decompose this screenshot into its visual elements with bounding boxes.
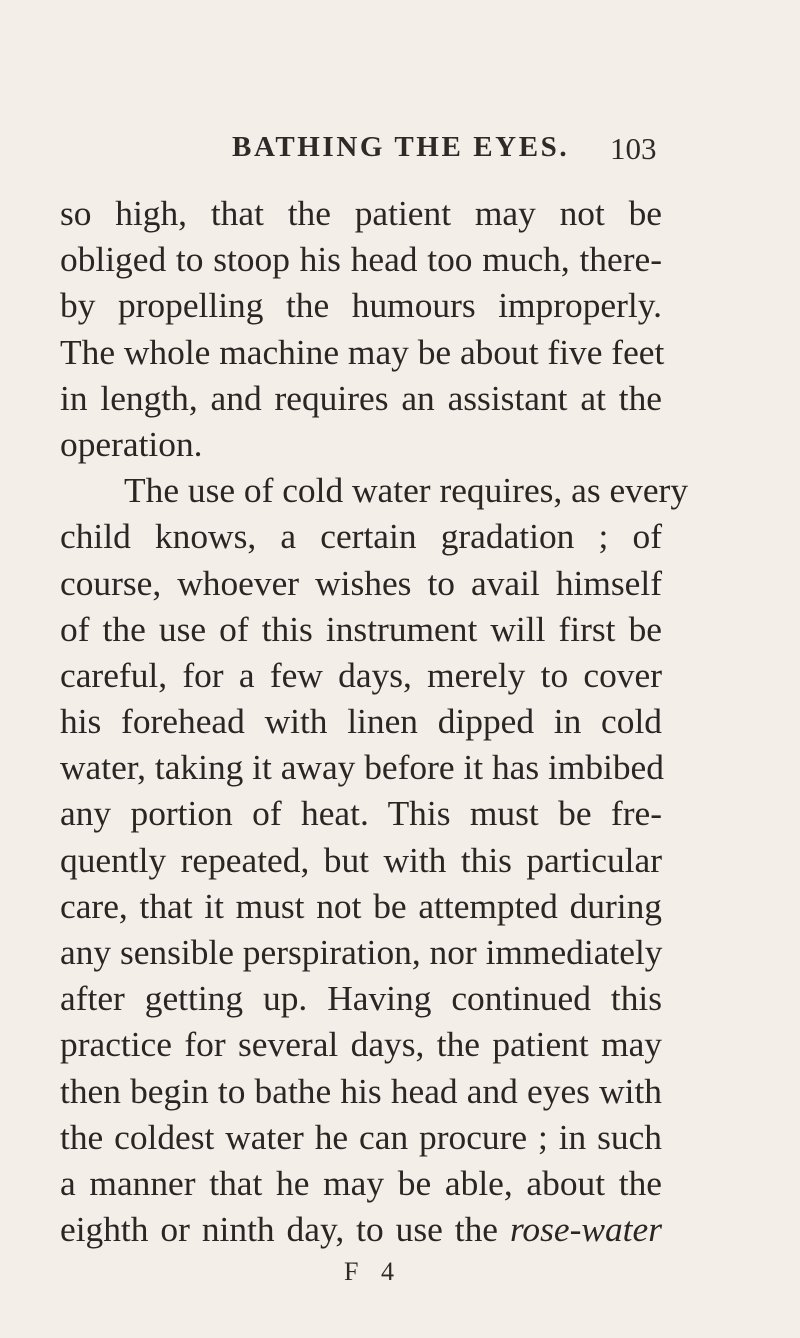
text-line: of the use of this instrument will first be — [60, 608, 662, 649]
text-line: his forehead with linen dipped in cold — [60, 701, 662, 742]
text-line: The whole machine may be about five feet — [60, 331, 665, 372]
last-line-text: eighth or ninth day, to use the — [60, 1209, 498, 1250]
text-line: operation. — [60, 423, 203, 464]
running-title: BATHING THE EYES. — [232, 131, 570, 163]
signature-mark: F 4 — [344, 1257, 402, 1286]
text-line: any portion of heat. This must be fre- — [60, 793, 662, 834]
italic-term: rose-water — [509, 1209, 662, 1250]
text-line: water, taking it away before it has imbibed — [60, 747, 664, 788]
text-line-last — [60, 1206, 662, 1252]
text-line: so high, that the patient may not be — [60, 193, 662, 233]
text-line: a manner that he may be able, about the — [60, 1162, 662, 1203]
running-head — [0, 131, 800, 171]
text-line: in length, and requires an assistant at the — [60, 377, 662, 418]
text-line: then begin to bathe his head and eyes with — [60, 1070, 662, 1111]
text-line: obliged to stoop his head too much, there- — [60, 239, 662, 280]
body-text — [60, 190, 689, 1252]
text-line: careful, for a few days, merely to cover — [60, 654, 662, 695]
text-line: child knows, a certain gradation ; of — [60, 516, 662, 557]
text-line: care, that it must not be attempted during — [60, 885, 662, 926]
text-line: by propelling the humours improperly. — [60, 285, 662, 326]
text-line: any sensible perspiration, nor immediately — [60, 932, 663, 972]
text-line: quently repeated, but with this particular — [60, 839, 662, 880]
text-line: after getting up. Having continued this — [60, 978, 662, 1019]
text-line: course, whoever wishes to avail himself — [60, 562, 662, 603]
text-line: practice for several days, the patient may — [60, 1024, 662, 1065]
page-number: 103 — [610, 131, 657, 166]
text-line: the coldest water he can procure ; in such — [60, 1116, 662, 1157]
text-line: The use of cold water requires, as every — [124, 470, 689, 511]
